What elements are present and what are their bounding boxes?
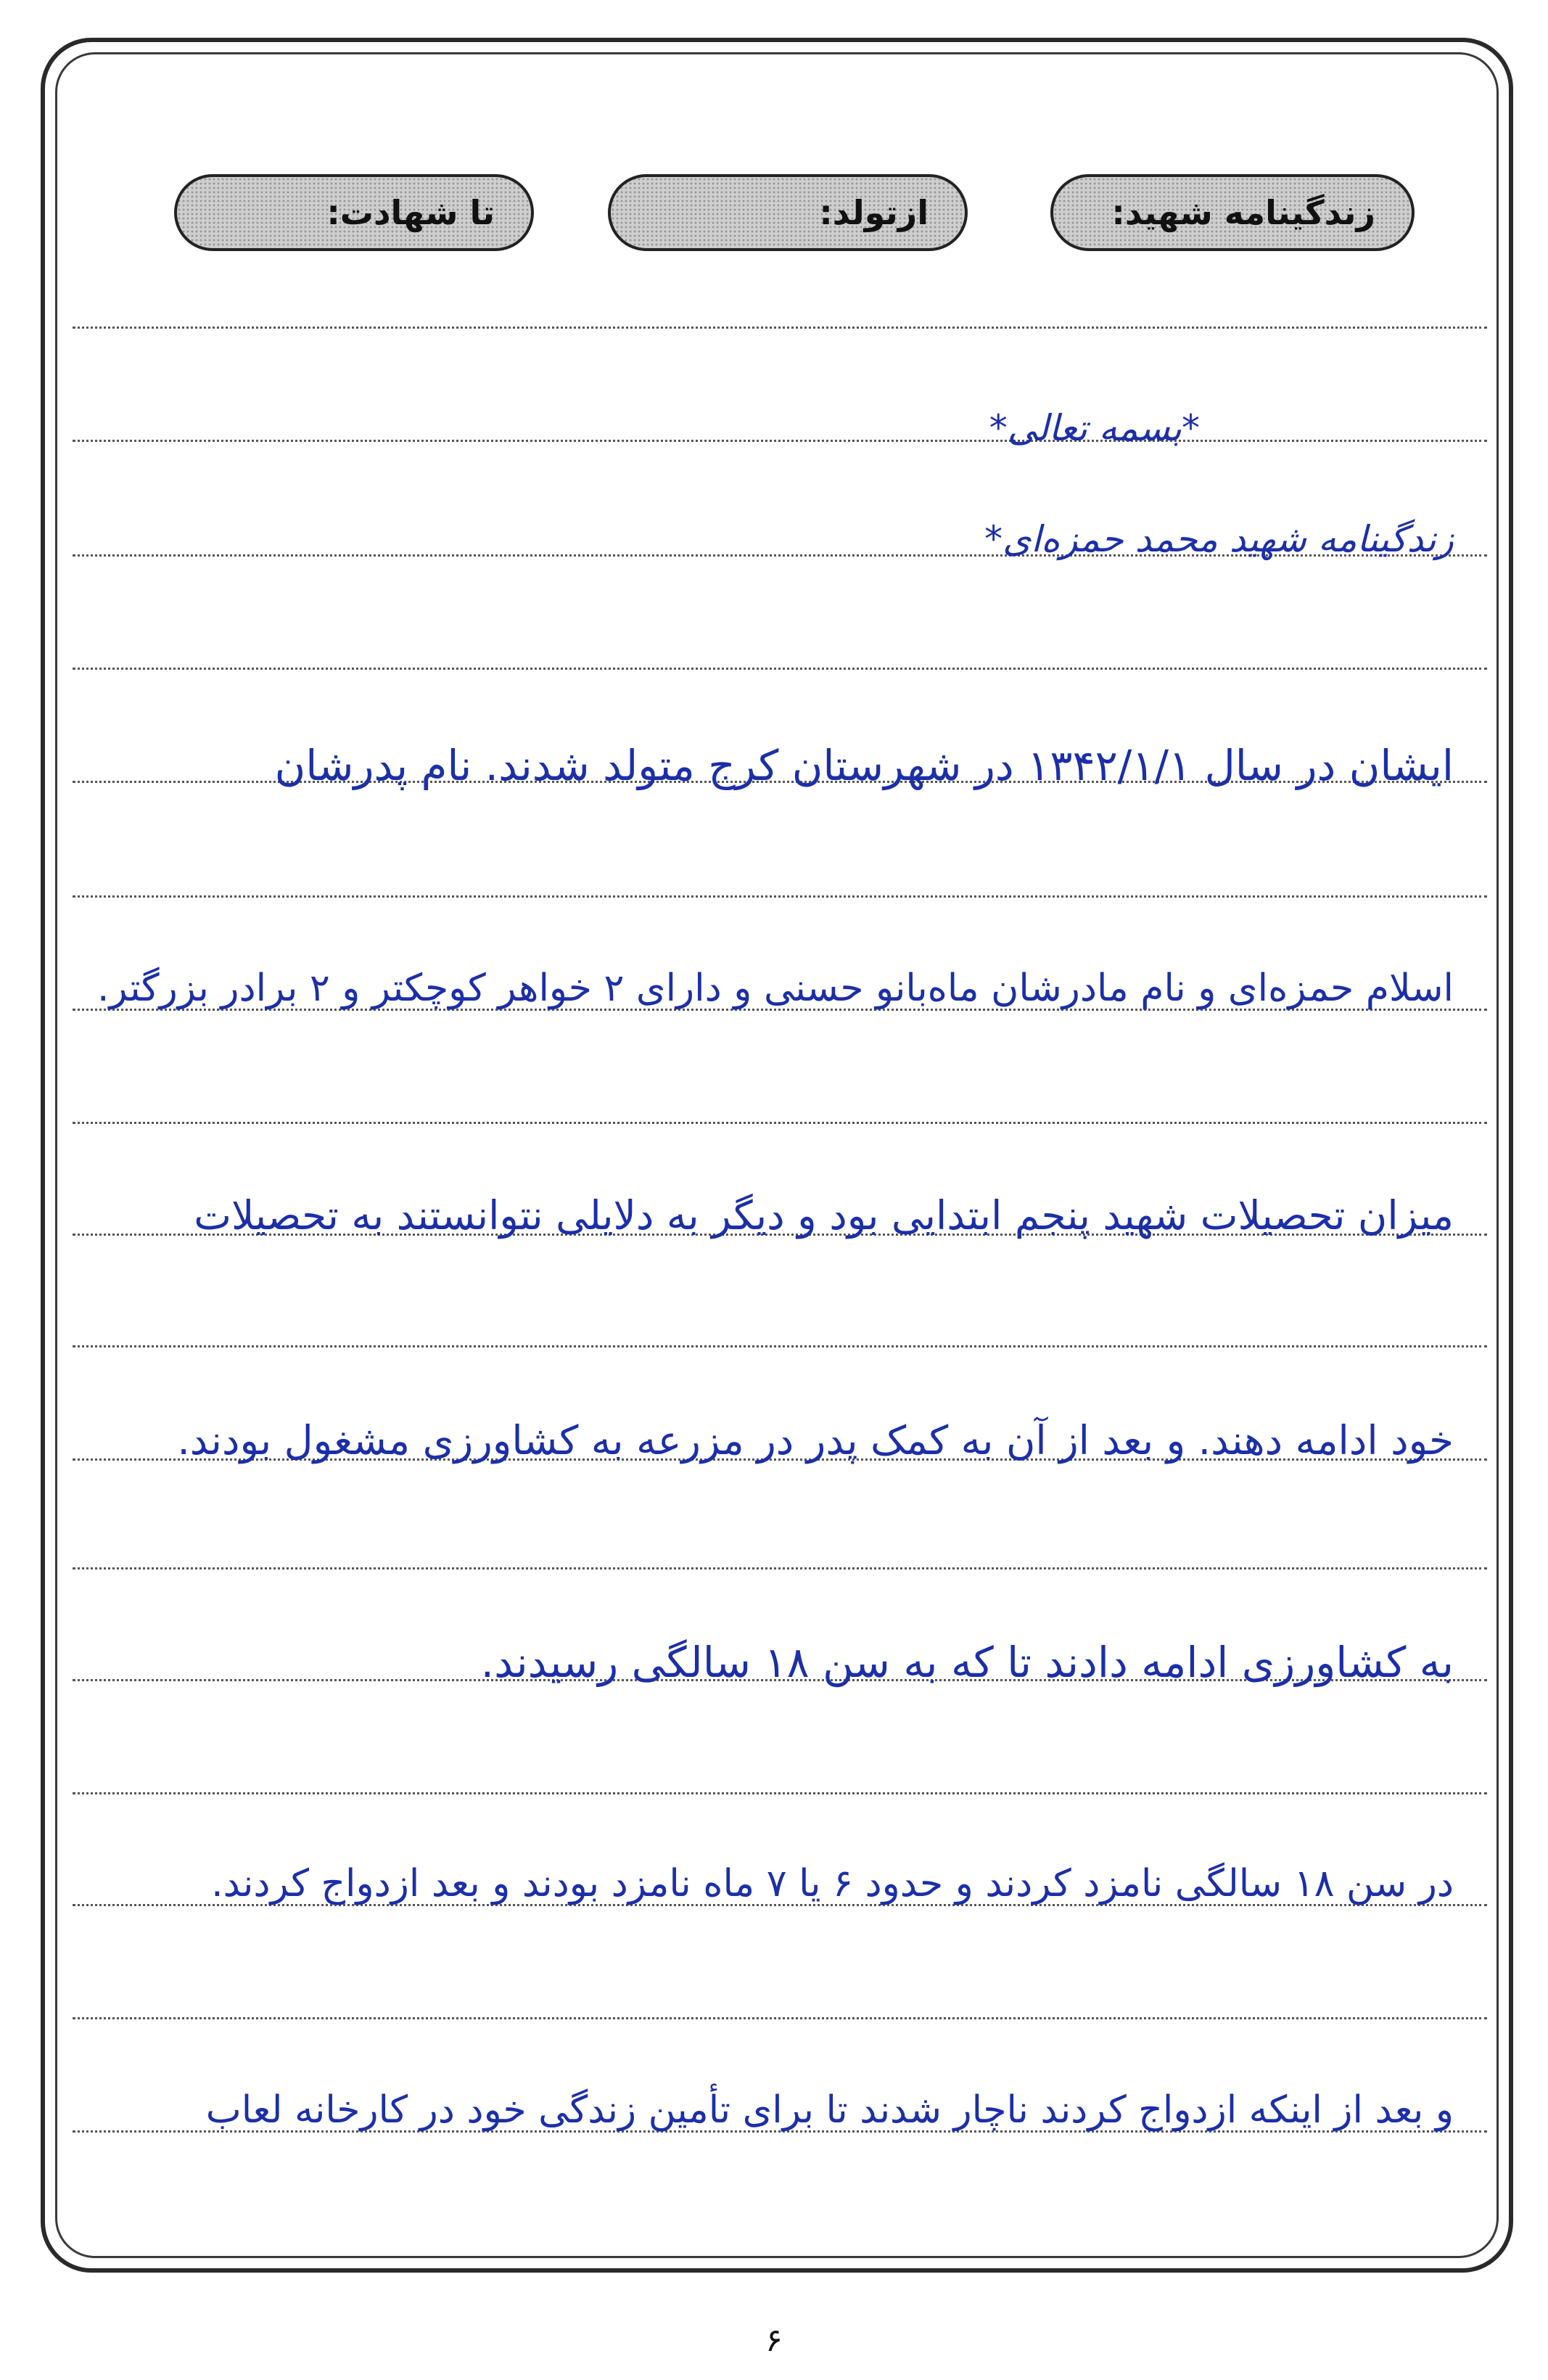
basmala-text: *بسمه تعالی* xyxy=(989,407,1200,449)
biography-label: زندگینامه شهید: xyxy=(1111,193,1375,232)
handwritten-line-2: اسلام حمزه‌ای و نام مادرشان ماه‌بانو حسنی و دارای ۲ خواهر کوچکتر و ۲ برادر بزرگتر. xyxy=(96,967,1454,1010)
ruled-line xyxy=(73,1567,1487,1569)
handwritten-line-3: میزان تحصیلات شهید پنجم ابتدایی بود و دیگر به دلایلی نتوانستند به تحصیلات xyxy=(194,1192,1454,1239)
handwritten-line-6: در سن ۱۸ سالگی نامزد کردند و حدود ۶ یا ۷ ماه نامزد بودند و بعد ازدواج کردند. xyxy=(211,1862,1454,1905)
ruled-line xyxy=(73,1345,1487,1347)
biography-title-text: زندگینامه شهید محمد حمزه‌ای* xyxy=(984,518,1454,560)
martyrdom-label-box xyxy=(174,174,534,251)
birth-label-box xyxy=(608,174,968,251)
ruled-line xyxy=(73,2017,1487,2019)
ruled-line xyxy=(73,327,1487,329)
handwritten-line-1: ایشان در سال ۱۳۴۲/۱/۱ در شهرستان کرج متولد شدند. نام پدرشان xyxy=(274,741,1454,790)
ruled-line xyxy=(73,1792,1487,1794)
birth-label: ازتولد: xyxy=(819,193,929,232)
handwritten-line-5: به کشاورزی ادامه دادند تا که به سن ۱۸ سالگی رسیدند. xyxy=(480,1638,1454,1687)
biography-label-box xyxy=(1050,174,1415,251)
page-number: ۶ xyxy=(765,2322,783,2359)
handwritten-line-7: و بعد از اینکه ازدواج کردند ناچار شدند تا برای تأمین زندگی خود در کارخانه لعاب xyxy=(205,2088,1454,2132)
handwritten-line-4: خود ادامه دهند. و بعد از آن به کمک پدر در مزرعه به کشاورزی مشغول بودند. xyxy=(177,1417,1454,1464)
ruled-line xyxy=(73,440,1487,442)
ruled-line xyxy=(73,895,1487,898)
ruled-line xyxy=(73,668,1487,670)
ruled-line xyxy=(73,1122,1487,1124)
page-border-inner xyxy=(55,52,1499,2258)
martyrdom-label: تا شهادت: xyxy=(326,193,495,232)
